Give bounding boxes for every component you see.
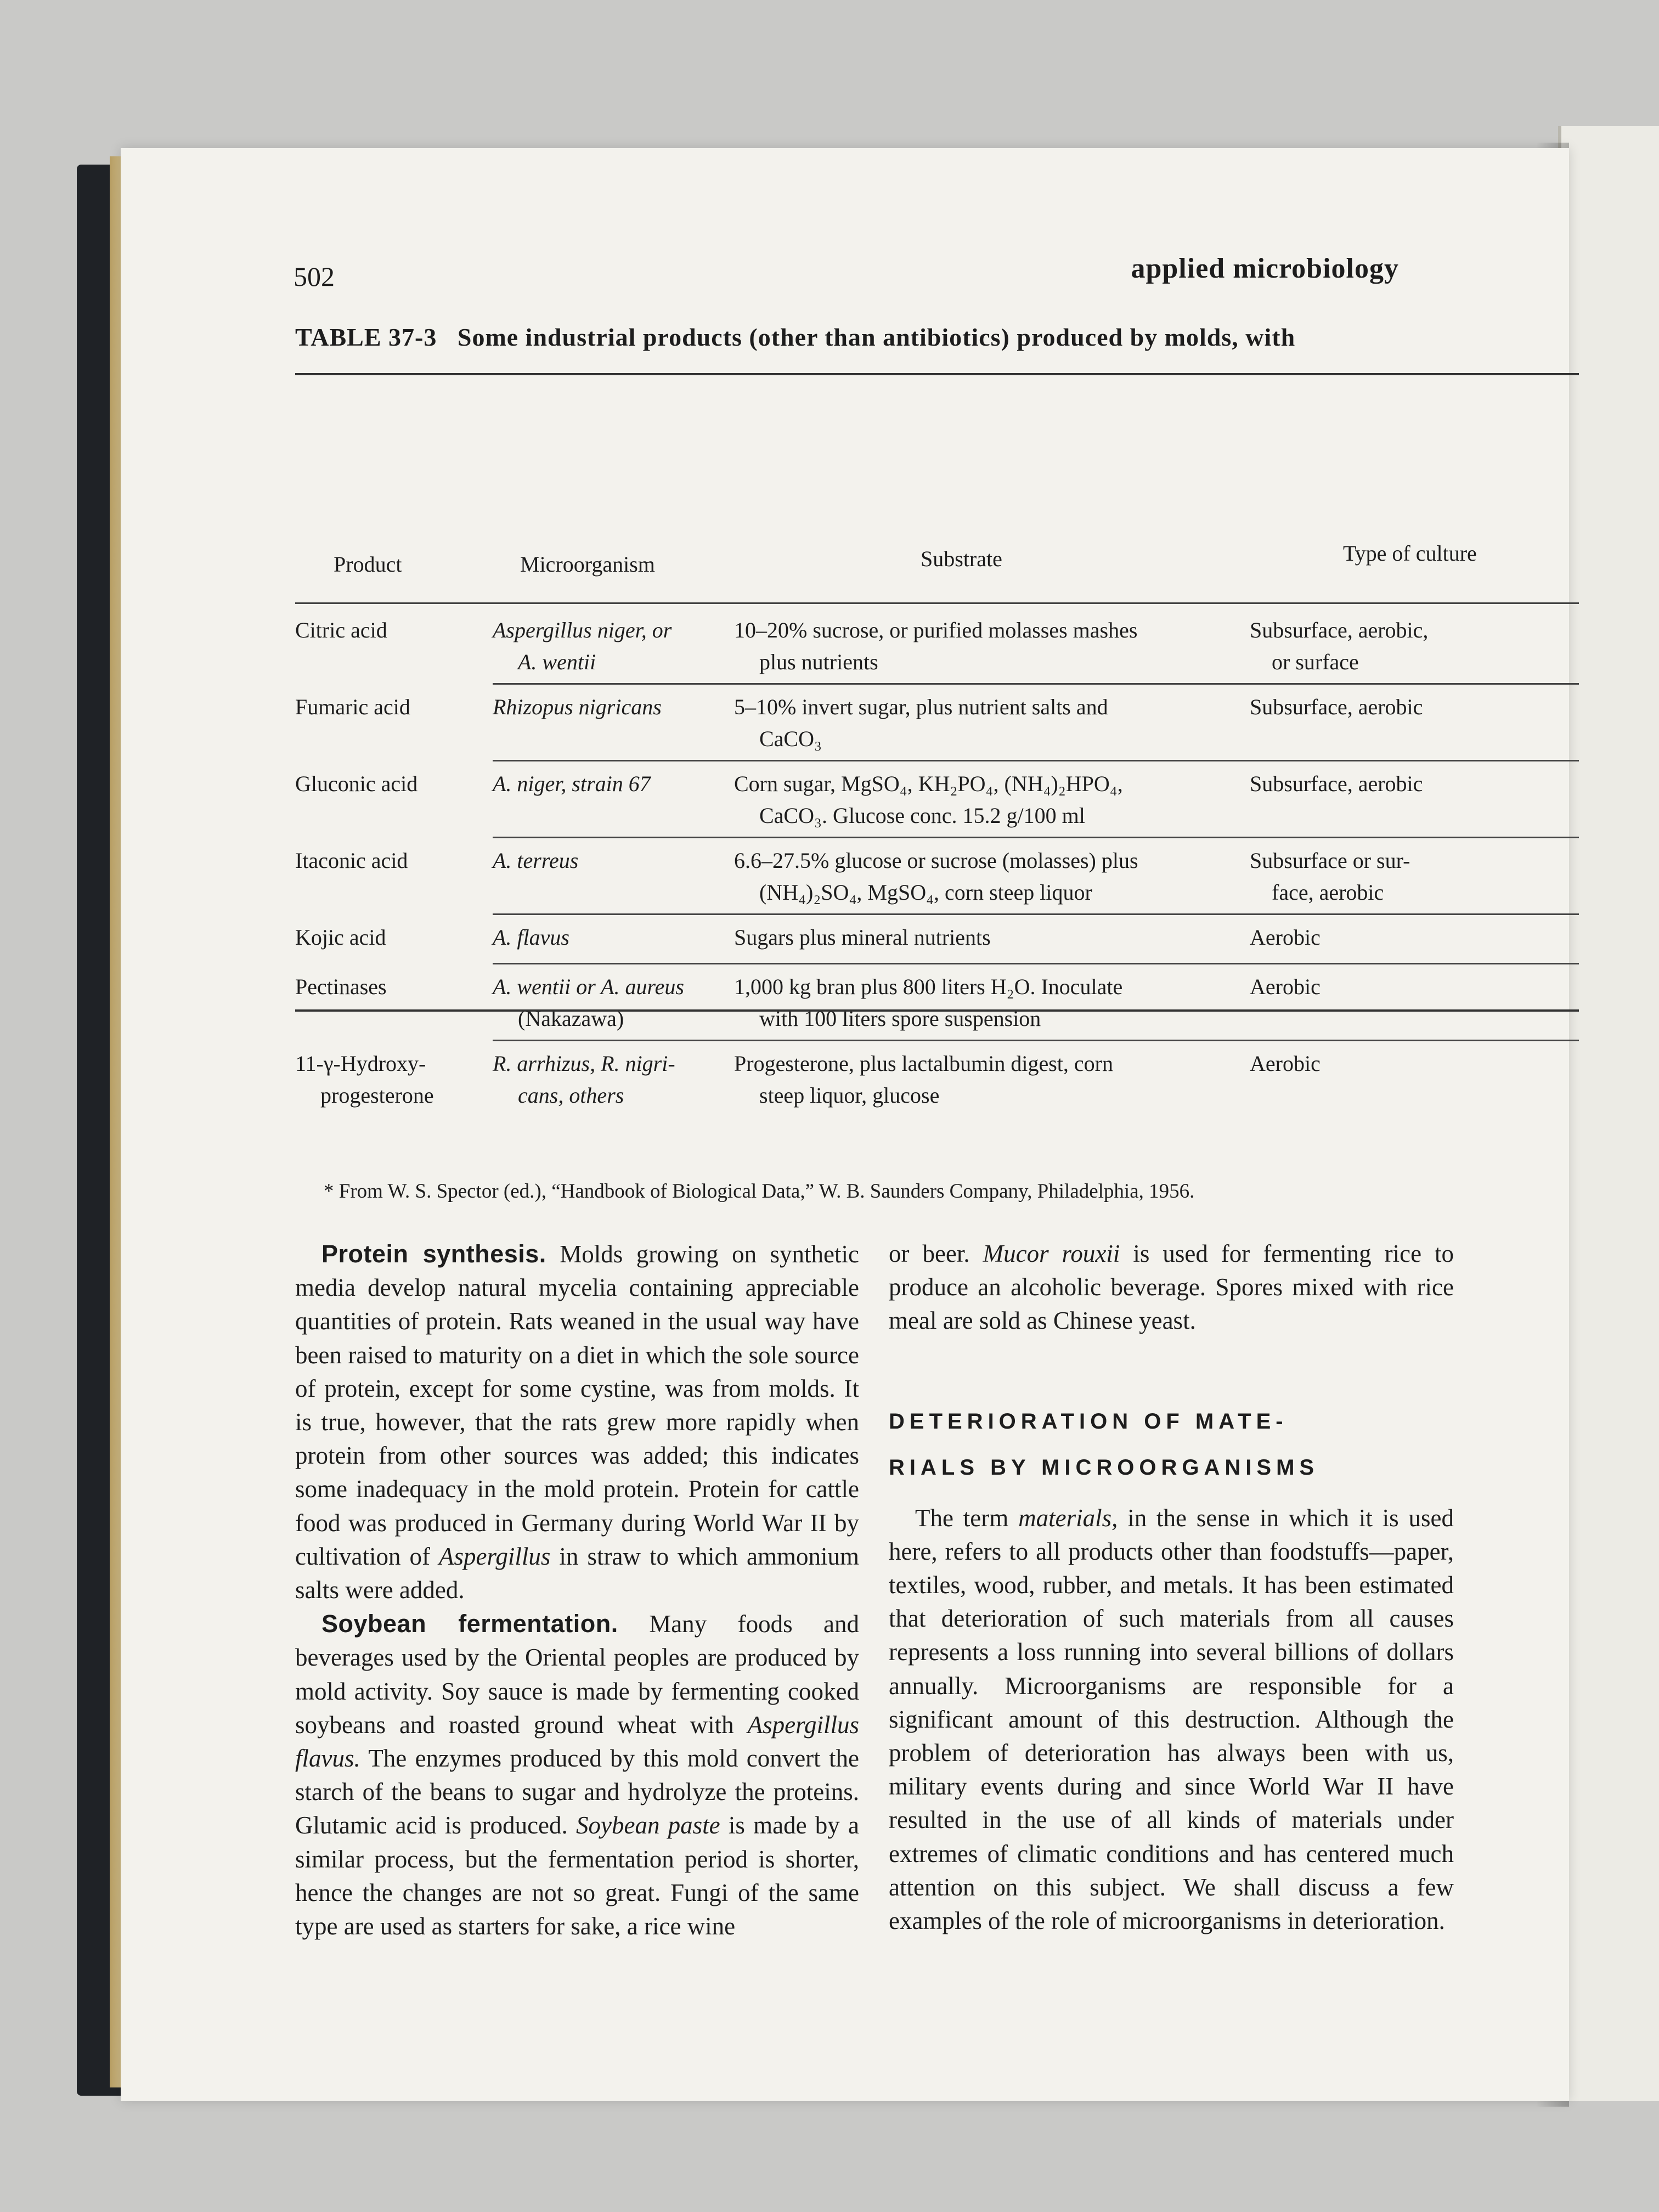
cell-line: A. niger, strain 67 [493, 771, 651, 796]
cell-line: or surface [1272, 650, 1359, 674]
header-microorganism: Microorganism [520, 552, 655, 577]
cell-product [295, 691, 410, 723]
cell-line: Subsurface, aerobic [1250, 771, 1423, 796]
cell-microorganism [493, 614, 672, 678]
header-rule [295, 602, 1579, 604]
paragraph-continued [889, 1237, 1454, 1338]
cell-line: Subsurface, aerobic, [1250, 618, 1429, 642]
cell-line: Fumaric acid [295, 695, 410, 719]
paragraph-text: Molds growing on synthetic media develop natural mycelia containing appreciable quantities of protein. Rats weaned in the usual way have been raised to maturity on a diet in which the sole source of protein, except for some cystine, was from molds. It is true, however, that the rats grew more rapidly when protein from other sources was added; this indicates some inadequacy in the mold protein. Protein for cattle food was produced in Germany during World War II by cultivation of [295, 1240, 860, 1570]
paragraph-soybean-fermentation [295, 1607, 859, 1943]
cell-microorganism [493, 691, 662, 723]
cell-line: (Nakazawa) [518, 1006, 624, 1031]
cell-line: Corn sugar, MgSO₄, KH₂PO₄, (NH₄)₂HPO₄, [734, 771, 1123, 796]
cell-product [295, 768, 417, 800]
paragraph-text: is used for fermenting rice to produce an alcoholic beverage. Spores mixed with rice meal are sold as Chinese yeast. [889, 1240, 1454, 1335]
cell-substrate [734, 845, 1239, 909]
header-product: Product [334, 552, 402, 577]
table-top-rule [295, 373, 1579, 375]
page-number: 502 [294, 261, 335, 292]
cell-microorganism [493, 768, 651, 800]
paragraph-protein-synthesis [295, 1237, 859, 1607]
cell-microorganism [493, 922, 569, 953]
table-header [295, 527, 1579, 592]
row-rule [493, 963, 1579, 964]
cell-culture [1250, 691, 1579, 723]
paragraph-text: The term [915, 1504, 1019, 1532]
cell-product [295, 845, 408, 877]
cell-line: 11-γ-Hydroxy- [295, 1051, 426, 1076]
table-label: TABLE 37-3 [295, 323, 437, 351]
italic-text: Aspergillus flavus. [295, 1711, 859, 1773]
cell-line: Gluconic acid [295, 771, 418, 796]
cell-line: 5–10% invert sugar, plus nutrient salts and [734, 695, 1108, 719]
cell-line: Subsurface, aerobic [1250, 695, 1423, 719]
cell-line: Subsurface or sur- [1250, 848, 1410, 873]
cell-culture [1250, 922, 1579, 953]
cell-product [295, 1048, 434, 1111]
table-caption: Some industrial products (other than antibiotics) produced by molds, with [457, 323, 1296, 351]
facing-page [1558, 126, 1659, 2101]
cell-culture [1250, 1048, 1579, 1080]
book-page [121, 148, 1569, 2101]
cell-line: cans, others [518, 1083, 624, 1108]
paragraph-text: or beer. [889, 1240, 983, 1267]
cell-substrate [734, 922, 1239, 953]
paragraph-text: The enzymes produced by this mold convert the starch of the beans to sugar and hydrolyze the proteins. Glutamic acid is produced. [295, 1745, 859, 1839]
cell-microorganism [493, 1048, 675, 1111]
cell-line: Itaconic acid [295, 848, 408, 873]
cell-line: A. flavus [493, 925, 569, 950]
cell-line: Aerobic [1250, 1051, 1321, 1076]
cell-culture [1250, 768, 1579, 800]
cell-culture [1250, 971, 1579, 1003]
cell-product [295, 614, 387, 646]
cell-product [295, 922, 386, 953]
cell-line: A. terreus [493, 848, 579, 873]
cell-line: Aerobic [1250, 974, 1321, 999]
cell-line: Progesterone, plus lactalbumin digest, corn [734, 1051, 1113, 1076]
cell-line: A. wentii [518, 650, 596, 674]
running-head: applied microbiology [1131, 253, 1399, 284]
cell-microorganism [493, 971, 684, 1035]
heading-line: DETERIORATION OF MATE- [889, 1409, 1288, 1434]
left-column [295, 1237, 859, 1943]
cell-line: Kojic acid [295, 925, 386, 950]
cell-line: face, aerobic [1272, 880, 1384, 905]
cell-line: progesterone [320, 1083, 434, 1108]
section-heading [889, 1398, 1454, 1491]
row-rule [493, 683, 1579, 685]
italic-text: materials, [1018, 1504, 1118, 1532]
cell-line: 6.6–27.5% glucose or sucrose (molasses) plus [734, 848, 1138, 873]
heading-line: RIALS BY MICROORGANISMS [889, 1455, 1319, 1480]
paragraph-text: is made by a similar process, but the fermentation period is shorter, hence the changes are not so great. Fungi of the same type are used as starters for sake, a rice wine [295, 1812, 860, 1940]
italic-text: Soybean paste [576, 1812, 720, 1839]
right-column [889, 1237, 1454, 1938]
header-substrate: Substrate [921, 546, 1002, 571]
cell-microorganism [493, 845, 578, 877]
cell-line: plus nutrients [759, 650, 878, 674]
paragraph-text: Many foods and beverages used by the Oriental peoples are produced by mold activity. Soy sauce is made by fermenting cooked soybeans and roasted ground wheat with [295, 1610, 859, 1739]
italic-text: Mucor rouxii [983, 1240, 1120, 1267]
row-rule [493, 760, 1579, 761]
cell-line: 1,000 kg bran plus 800 liters H₂O. Inoculate [734, 974, 1123, 999]
row-rule [493, 913, 1579, 915]
cell-line: (NH₄)₂SO₄, MgSO₄, corn steep liquor [759, 880, 1092, 905]
table-title [295, 323, 1579, 352]
cell-substrate [734, 614, 1239, 678]
cell-culture [1250, 614, 1579, 678]
cell-culture [1250, 845, 1579, 909]
cell-substrate [734, 691, 1239, 755]
italic-text: Aspergillus [439, 1542, 551, 1570]
cell-product [295, 971, 387, 1003]
run-in-head: Soybean fermentation. [321, 1610, 618, 1638]
cell-line: Citric acid [295, 618, 387, 642]
cell-line: Aerobic [1250, 925, 1321, 950]
table-footnote: * From W. S. Spector (ed.), “Handbook of Biological Data,” W. B. Saunders Company, Philadelphia, 1956. [324, 1180, 1195, 1203]
header-culture: Type of culture [1343, 541, 1477, 566]
cell-line: Aspergillus niger, or [493, 618, 672, 642]
row-rule [493, 1040, 1579, 1041]
cell-line: A. wentii or A. aureus [493, 974, 684, 999]
cell-line: R. arrhizus, R. nigri- [493, 1051, 675, 1076]
cell-line: Rhizopus nigricans [493, 695, 662, 719]
cell-substrate [734, 768, 1239, 832]
run-in-head: Protein synthesis. [321, 1240, 546, 1268]
cell-line: steep liquor, glucose [759, 1083, 940, 1108]
cell-substrate [734, 971, 1239, 1035]
table-bottom-rule [295, 1009, 1579, 1012]
cell-substrate [734, 1048, 1239, 1111]
row-rule [493, 837, 1579, 838]
cell-line: 10–20% sucrose, or purified molasses mashes [734, 618, 1138, 642]
paragraph-deterioration [889, 1502, 1454, 1938]
cell-line: Pectinases [295, 974, 387, 999]
cell-line: with 100 liters spore suspension [759, 1006, 1041, 1031]
paragraph-text: in the sense in which it is used here, refers to all products other than foodstuffs—paper, textiles, wood, rubber, and metals. It has been estimated that deterioration of such materials from all causes represents a loss running into several billions of dollars annually. Microorganisms are responsible for a significant amount of this destruction. Although the problem of deterioration has always been with us, military events during and since World War II have resulted in the use of all kinds of materials under extremes of climatic conditions and has centered much attention on this subject. We shall discuss a few examples of the role of microorganisms in deterioration. [889, 1504, 1454, 1935]
cell-line: Sugars plus mineral nutrients [734, 925, 991, 950]
cell-line: CaCO₃. Glucose conc. 15.2 g/100 ml [759, 803, 1085, 828]
paragraph-text: in straw to which ammonium salts were added. [295, 1542, 859, 1604]
cell-line: CaCO₃ [759, 726, 822, 751]
